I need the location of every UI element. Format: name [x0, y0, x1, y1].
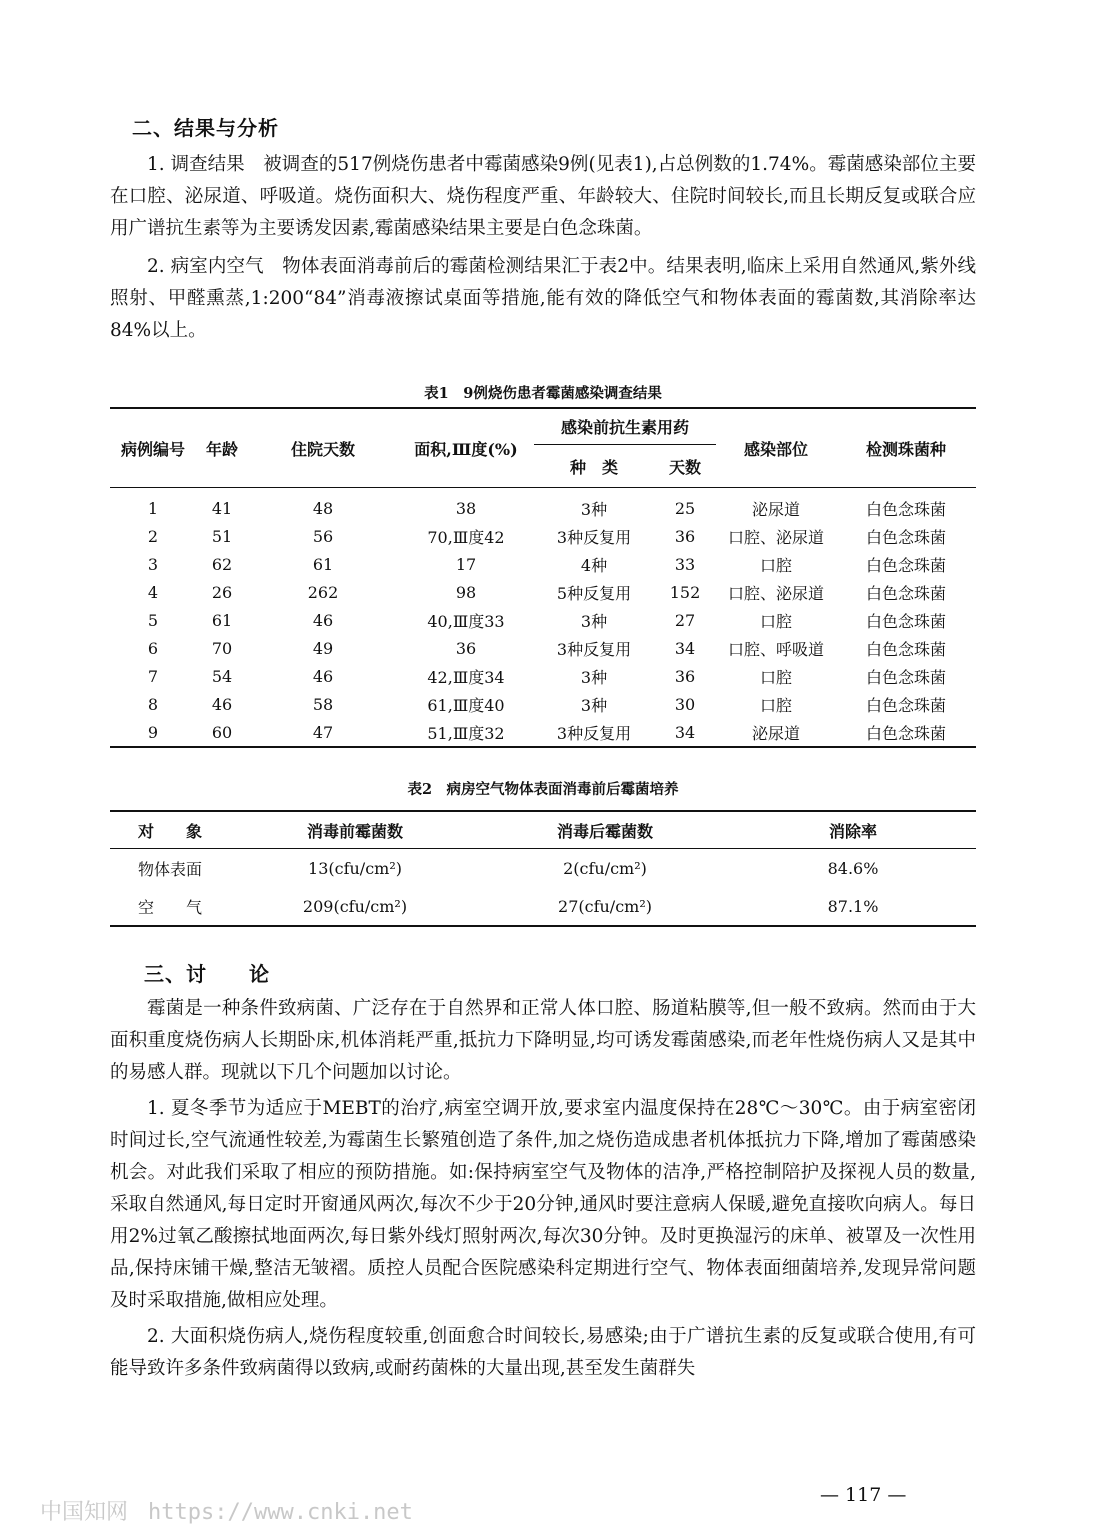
- cell: 白色念珠菌: [865, 695, 946, 715]
- cell: 61: [211, 610, 233, 630]
- table1: [110, 407, 976, 748]
- paragraph-discussion-2: 2. 大面积烧伤病人,烧伤程度较重,创面愈合时间较长,易感染;由于广谱抗生素的反复或联合使用,有可能导致许多条件致病菌得以致病,或耐药菌株的大量出现,甚至发生菌群失: [110, 1326, 976, 1379]
- cell: 1: [147, 498, 159, 518]
- cell: 30: [674, 694, 696, 714]
- table-row: [110, 662, 976, 690]
- paragraph-discussion-1: 1. 夏冬季节为适应于MEBT的治疗,病室空调开放,要求室内温度保持在28℃～30℃。由于病室密闭时间过长,空气流通性较差,为霉菌生长繁殖创造了条件,加之烧伤造成患者机体抵抗力下降,增加了霉菌感染机会。对此我们采取了相应的预防措施。如:保持病室空气及物体的洁净,严格控制陪护及探视人员的数量,采取自然通风,每日定时开窗通风两次,每次不少于20分钟,通风时要注意病人保暖,避免直接吹向病人。每日用2%过氧乙酸擦拭地面两次,每日紫外线灯照射两次,每次30分钟。及时更换湿污的床单、被罩及一次性用品,保持床铺干燥,整洁无皱褶。质控人员配合医院感染科定期进行空气、物体表面细菌培养,发现异常问题及时采取措施,做相应处理。: [110, 1098, 976, 1311]
- cell: 白色念珠菌: [865, 499, 946, 519]
- section-heading-results: 二、结果与分析: [132, 116, 279, 140]
- th-removal-rate: 消除率: [828, 821, 877, 841]
- cell: 7: [147, 666, 159, 686]
- cell: 70,Ⅲ度42: [427, 527, 505, 547]
- table-row: [110, 718, 976, 747]
- cell: 5: [147, 610, 159, 630]
- cell: 61,Ⅲ度40: [427, 695, 505, 715]
- cell: 54: [211, 666, 233, 686]
- cell: 38: [455, 498, 477, 518]
- table2: [110, 810, 976, 927]
- cell: 87.1%: [827, 896, 879, 916]
- cell: 60: [211, 722, 233, 742]
- cell: 13(cfu/cm²): [308, 858, 402, 878]
- cell: 4: [147, 582, 159, 602]
- paragraph-air-surface: 2. 病室内空气 物体表面消毒前后的霉菌检测结果汇于表2中。结果表明,临床上采用自然通风,紫外线照射、甲醛熏蒸,1:200“84”消毒液擦试桌面等措施,能有效的降低空气和物体表面的霉菌数,其消除率达84%以上。: [110, 256, 976, 341]
- cell: 40,Ⅲ度33: [427, 611, 505, 631]
- watermark-name: 中国知网: [40, 1500, 129, 1525]
- section-heading-discussion: 三、讨 论: [144, 962, 270, 986]
- cell: 2: [147, 526, 159, 546]
- cell: 48: [312, 498, 334, 518]
- table-row: [110, 578, 976, 606]
- cell: 51,Ⅲ度32: [427, 723, 505, 743]
- cell: 26: [211, 582, 233, 602]
- th-strain: 检测珠菌种: [836, 408, 976, 488]
- cell: 262: [307, 582, 339, 602]
- cell: 2(cfu/cm²): [563, 858, 647, 878]
- cell: 3: [147, 554, 159, 574]
- cell: 42,Ⅲ度34: [427, 667, 505, 687]
- cell: 98: [455, 582, 477, 602]
- section-discussion: [110, 958, 976, 1385]
- cell: 84.6%: [827, 858, 879, 878]
- th-case-no: 病例编号: [110, 408, 196, 488]
- cnki-watermark: [40, 1495, 413, 1526]
- cell: 白色念珠菌: [865, 723, 946, 743]
- th-antibiotic-type: 种 类: [534, 445, 654, 488]
- table1-caption: 表1 9例烧伤患者霉菌感染调查结果: [424, 385, 662, 402]
- cell: 白色念珠菌: [865, 611, 946, 631]
- table-row: [110, 887, 976, 926]
- table-row: [110, 606, 976, 634]
- th-infection-site: 感染部位: [716, 408, 836, 488]
- cell: 36: [674, 666, 696, 686]
- table-row: [110, 494, 976, 522]
- cell: 6: [147, 638, 159, 658]
- cell: 46: [211, 694, 233, 714]
- cell: 33: [674, 554, 696, 574]
- cell: 口腔: [759, 611, 792, 631]
- th-before-count: 消毒前霉菌数: [306, 821, 403, 841]
- cell: 46: [312, 666, 334, 686]
- table-row: [110, 690, 976, 718]
- cell: 白色念珠菌: [865, 667, 946, 687]
- table-row: [110, 550, 976, 578]
- cell: 47: [312, 722, 334, 742]
- section-results: [110, 112, 976, 347]
- cell: 34: [674, 638, 696, 658]
- cell: 8: [147, 694, 159, 714]
- cell: 209(cfu/cm²): [302, 896, 408, 916]
- cell: 36: [674, 526, 696, 546]
- cell: 口腔、泌尿道: [727, 527, 824, 547]
- cell: 3种: [580, 667, 608, 687]
- cell: 空 气: [137, 897, 202, 917]
- cell: 9: [147, 722, 159, 742]
- cell: 56: [312, 526, 334, 546]
- th-age: 年龄: [196, 408, 248, 488]
- th-object: 对 象: [137, 821, 202, 841]
- cell: 70: [211, 638, 233, 658]
- cell: 泌尿道: [751, 723, 800, 743]
- cell: 3种: [580, 695, 608, 715]
- paragraph-discussion-intro: 霉菌是一种条件致病菌、广泛存在于自然界和正常人体口腔、肠道粘膜等,但一般不致病。然而由于大面积重度烧伤病人长期卧床,机体消耗严重,抵抗力下降明显,均可诱发霉菌感染,而老年性烧伤病人又是其中的易感人群。现就以下几个问题加以讨论。: [110, 998, 976, 1083]
- cell: 34: [674, 722, 696, 742]
- cell: 3种反复用: [556, 527, 632, 547]
- cell: 5种反复用: [556, 583, 632, 603]
- cell: 泌尿道: [751, 499, 800, 519]
- cell: 3种: [580, 499, 608, 519]
- page-number: — 117 —: [820, 1484, 907, 1506]
- cell: 口腔、泌尿道: [727, 583, 824, 603]
- table-row: [110, 634, 976, 662]
- cell: 36: [455, 638, 477, 658]
- cell: 物体表面: [137, 859, 202, 879]
- th-antibiotic-group: 感染前抗生素用药: [534, 408, 716, 445]
- th-after-count: 消毒后霉菌数: [556, 821, 653, 841]
- cell: 口腔: [759, 555, 792, 575]
- cell: 白色念珠菌: [865, 583, 946, 603]
- cell: 58: [312, 694, 334, 714]
- th-antibiotic-days: 天数: [654, 445, 716, 488]
- cell: 4种: [580, 555, 608, 575]
- cell: 51: [211, 526, 233, 546]
- cell: 3种反复用: [556, 723, 632, 743]
- cell: 3种: [580, 611, 608, 631]
- cell: 白色念珠菌: [865, 639, 946, 659]
- cell: 口腔、呼吸道: [727, 639, 824, 659]
- cell: 49: [312, 638, 334, 658]
- th-burn-area: 面积,Ⅲ度(%): [398, 408, 534, 488]
- watermark-url: https://www.cnki.net: [148, 1500, 413, 1525]
- paragraph-survey-results: 1. 调查结果 被调查的517例烧伤患者中霉菌感染9例(见表1),占总例数的1.74%。霉菌感染部位主要在口腔、泌尿道、呼吸道。烧伤面积大、烧伤程度严重、年龄较大、住院时间较长,而且长期反复或联合应用广谱抗生素等为主要诱发因素,霉菌感染结果主要是白色念珠菌。: [110, 154, 976, 239]
- table-row: [110, 522, 976, 550]
- cell: 白色念珠菌: [865, 527, 946, 547]
- cell: 17: [455, 554, 477, 574]
- cell: 白色念珠菌: [865, 555, 946, 575]
- cell: 46: [312, 610, 334, 630]
- cell: 62: [211, 554, 233, 574]
- table2-caption: 表2 病房空气物体表面消毒前后霉菌培养: [407, 781, 679, 798]
- table-row: [110, 849, 976, 888]
- cell: 口腔: [759, 695, 792, 715]
- cell: 口腔: [759, 667, 792, 687]
- th-hospital-days: 住院天数: [248, 408, 398, 488]
- cell: 3种反复用: [556, 639, 632, 659]
- cell: 41: [211, 498, 233, 518]
- cell: 27: [674, 610, 696, 630]
- cell: 61: [312, 554, 334, 574]
- cell: 27(cfu/cm²): [558, 896, 652, 916]
- cell: 25: [674, 498, 696, 518]
- cell: 152: [669, 582, 701, 602]
